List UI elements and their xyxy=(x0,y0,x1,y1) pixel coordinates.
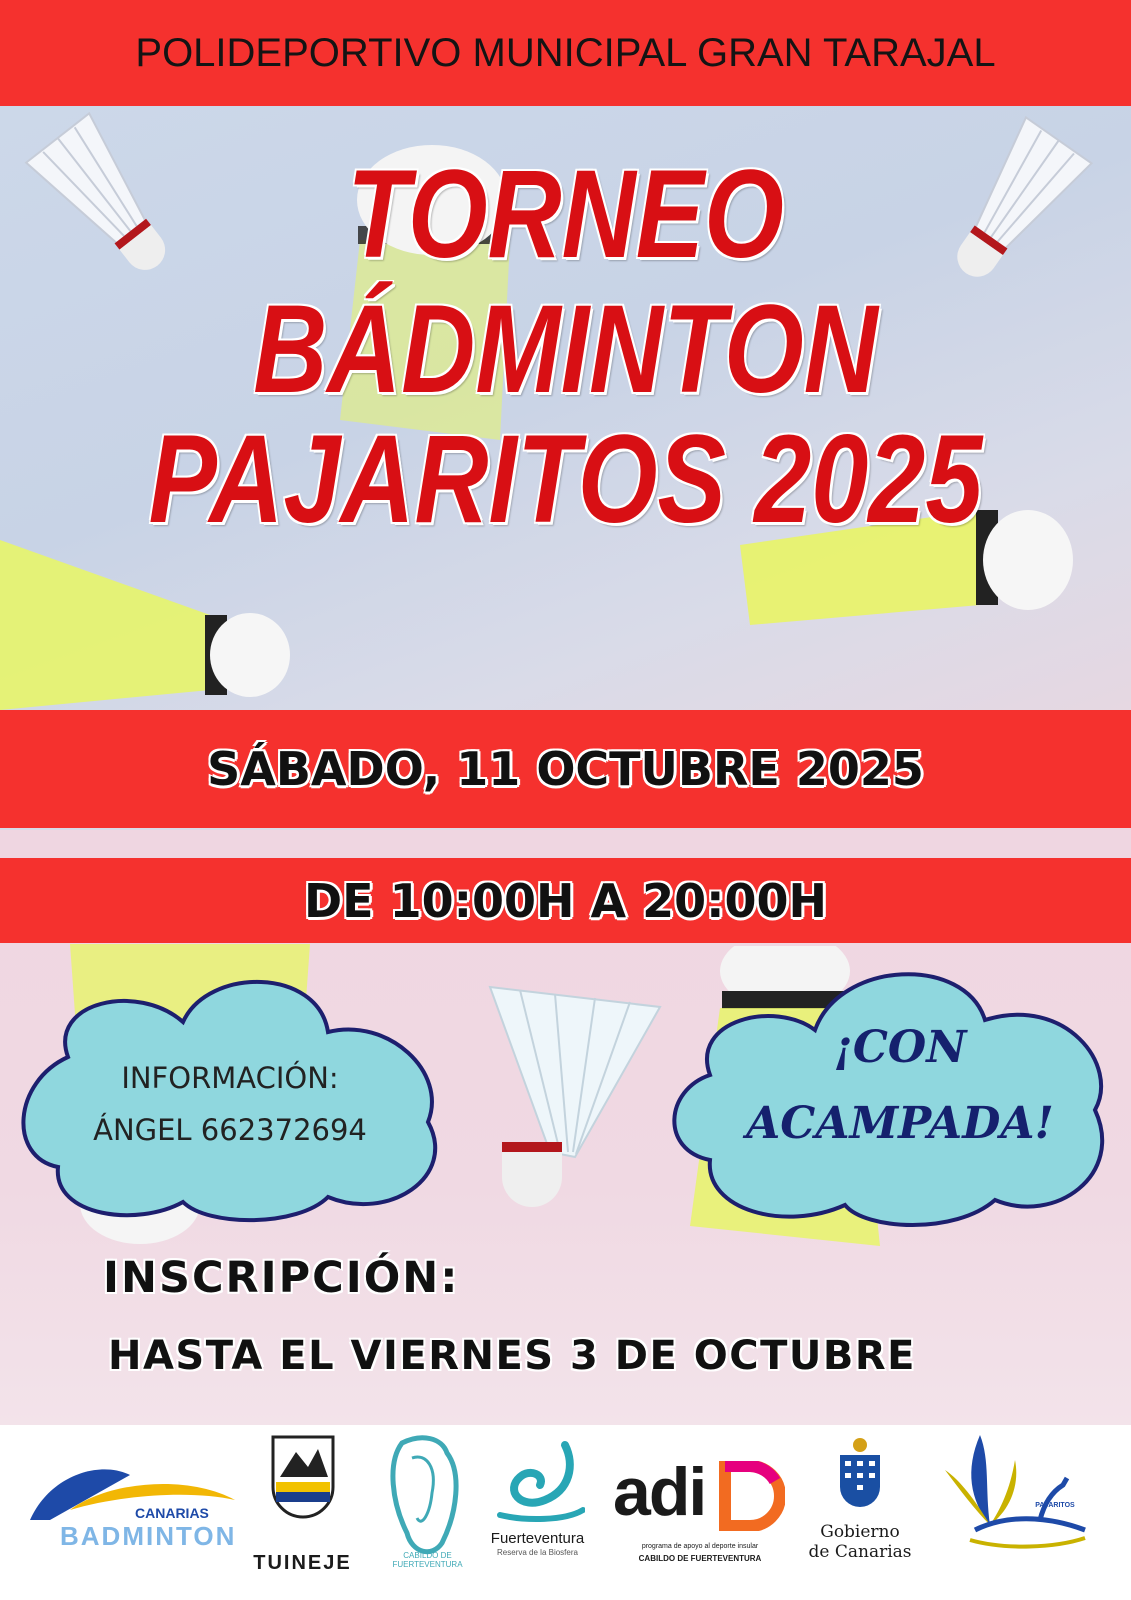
biosfera-line2: Reserva de la Biosfera xyxy=(497,1548,578,1557)
canarias-coat-of-arms-icon xyxy=(835,1437,885,1512)
biosfera-line1: Fuerteventura xyxy=(490,1530,585,1547)
camp-line-2: ACAMPADA! xyxy=(746,1098,1054,1149)
fuerteventura-island-icon xyxy=(382,1433,472,1563)
info-label: INFORMACIÓN: xyxy=(121,1061,339,1095)
tuineje-shield-icon xyxy=(268,1427,338,1527)
adi-sub1: programa de apoyo al deporte insular xyxy=(641,1543,759,1550)
venue-banner xyxy=(0,0,1131,106)
club-logo xyxy=(935,1430,1095,1580)
date-banner xyxy=(0,710,1131,828)
adi-sub2: CABILDO DE FUERTEVENTURA xyxy=(638,1554,762,1563)
canarias-badminton-logo xyxy=(20,1455,245,1575)
club-bird-icon xyxy=(935,1430,1095,1550)
info-cloud xyxy=(60,1052,400,1156)
gobierno-canarias-logo xyxy=(805,1437,915,1582)
gobierno-line2: de Canarias xyxy=(808,1542,912,1562)
camp-line-1: ¡CON xyxy=(833,1022,967,1073)
camp-cloud xyxy=(710,1010,1090,1162)
title-line-2: BÁDMINTON xyxy=(253,280,878,419)
cabildo-text: CABILDO DE FUERTEVENTURA xyxy=(392,1551,463,1569)
registration-label: INSCRIPCIÓN: xyxy=(103,1253,460,1303)
tuineje-text: TUINEJE xyxy=(253,1552,352,1574)
club-text: PAJARITOS xyxy=(1035,1502,1075,1509)
gobierno-line1: Gobierno xyxy=(820,1522,900,1542)
shuttlecock-icon xyxy=(480,982,670,1222)
title-line-3: PAJARITOS 2025 xyxy=(148,410,983,549)
canarias-badminton-line1: CANARIAS xyxy=(135,1505,209,1521)
adi-text: adi xyxy=(613,1454,706,1530)
fuerteventura-biosfera-logo xyxy=(480,1435,595,1580)
biosfera-spiral-icon xyxy=(495,1435,585,1525)
sponsor-footer xyxy=(0,1425,1131,1600)
adi-logo xyxy=(605,1453,795,1583)
cabildo-fuerteventura-logo xyxy=(380,1433,475,1583)
info-contact: ÁNGEL 662372694 xyxy=(93,1113,367,1147)
venue-text: POLIDEPORTIVO MUNICIPAL GRAN TARAJAL xyxy=(135,30,996,75)
time-text: DE 10:00H A 20:00H xyxy=(303,873,828,928)
tuineje-logo xyxy=(250,1427,355,1587)
canarias-badminton-line2: BADMINTON xyxy=(60,1521,237,1551)
adi-d-icon xyxy=(715,1461,785,1531)
time-banner xyxy=(0,858,1131,943)
title-line-1: TORNEO xyxy=(347,145,784,284)
registration-deadline: HASTA EL VIERNES 3 DE OCTUBRE xyxy=(108,1333,916,1379)
date-text: SÁBADO, 11 OCTUBRE 2025 xyxy=(207,742,924,796)
